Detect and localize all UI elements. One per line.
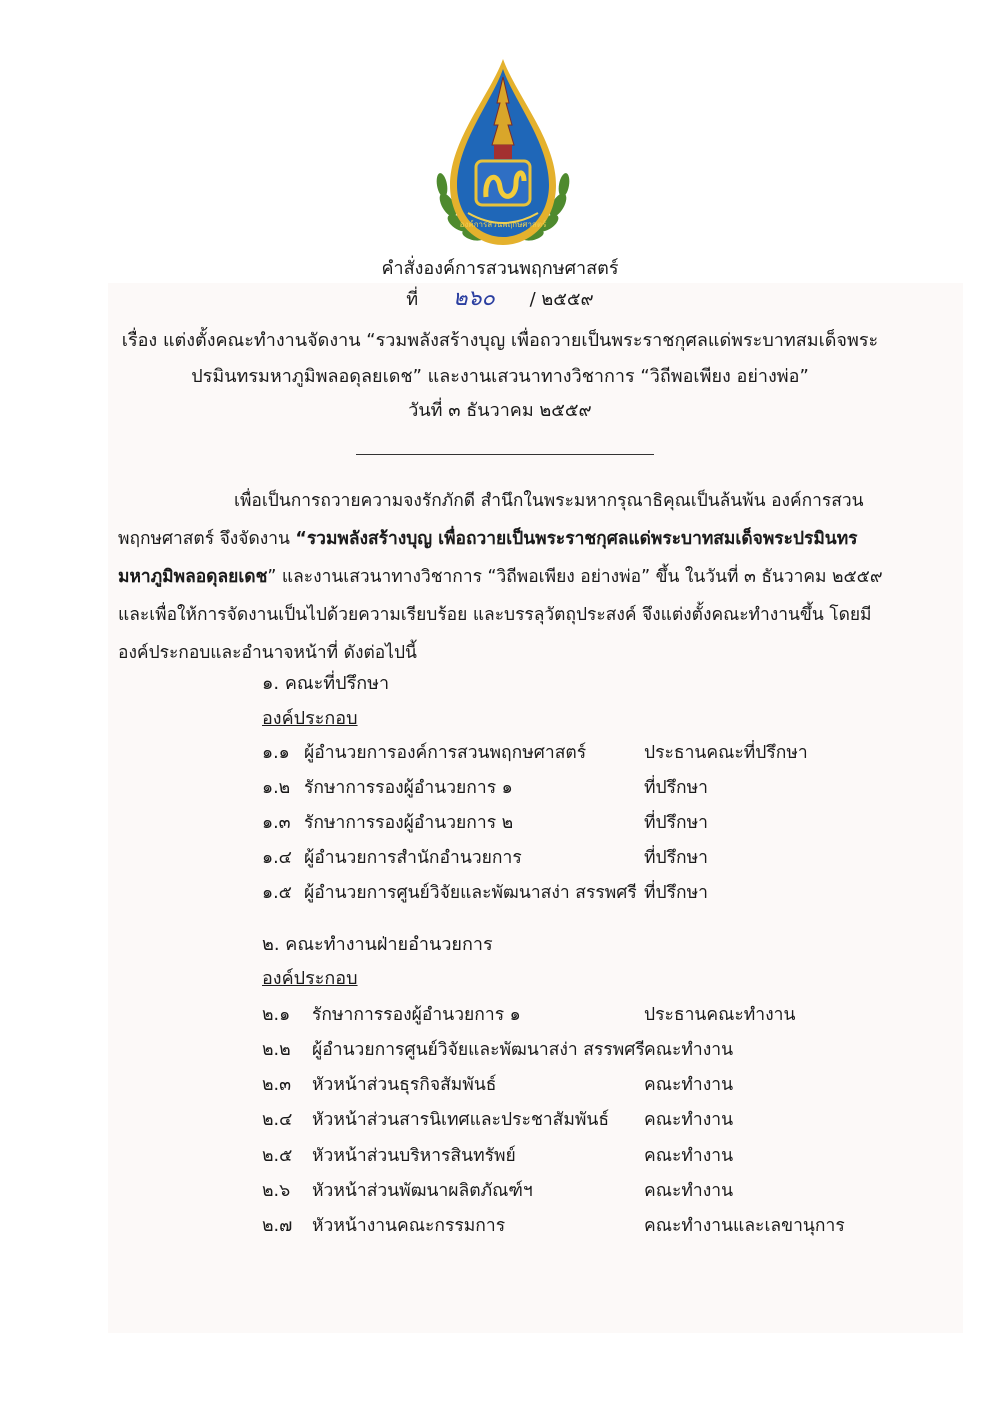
member-name: รักษาการรองผู้อำนวยการ ๒ <box>304 813 514 833</box>
member-row <box>262 1213 882 1239</box>
section-2-sub: องค์ประกอบ <box>262 968 358 989</box>
order-number-label: ที่ <box>406 289 419 310</box>
member-role: ที่ปรึกษา <box>644 778 709 798</box>
body-text: ” และงานเสวนาทางวิชาการ “วิถีพอเพียง อย่างพ่อ” ขึ้น ในวันที่ ๓ ธันวาคม ๒๕๕๙ <box>267 567 883 587</box>
section-1-sub: องค์ประกอบ <box>262 708 358 729</box>
body-text: พฤกษศาสตร์ จึงจัดงาน <box>118 529 296 549</box>
subject-line-2: ปรมินทรมหาภูมิพลอดุลยเดช” และงานเสวนาทางวิชาการ “วิถีพอเพียง อย่างพ่อ” <box>191 366 809 387</box>
body-line: และเพื่อให้การจัดงานเป็นไปด้วยความเรียบร้อย และบรรลุวัตถุประสงค์ จึงแต่งตั้งคณะทำงานขึ้น โดยมี <box>118 605 872 625</box>
event-name-bold: “รวมพลังสร้างบุญ เพื่อถวายเป็นพระราชกุศลแด่พระบาทสมเด็จพระปรมินทร <box>295 529 858 549</box>
member-no: ๒.๗ <box>262 1216 293 1236</box>
member-role: ที่ปรึกษา <box>644 813 709 833</box>
body-paragraph <box>118 482 890 672</box>
member-no: ๒.๒ <box>262 1040 291 1060</box>
body-line: เพื่อเป็นการถวายความจงรักภักดี สำนึกในพระมหากรุณาธิคุณเป็นล้นพ้น องค์การสวน <box>234 491 864 511</box>
member-row <box>262 845 882 871</box>
member-no: ๑.๔ <box>262 848 292 868</box>
order-number-value: ๒๖๐ <box>452 286 495 311</box>
body-line <box>118 558 890 596</box>
order-number-year: / ๒๕๕๙ <box>529 289 594 310</box>
member-no: ๑.๓ <box>262 813 291 833</box>
order-date: วันที่ ๓ ธันวาคม ๒๕๕๙ <box>408 400 592 421</box>
member-name: รักษาการรองผู้อำนวยการ ๑ <box>304 778 513 798</box>
order-number <box>0 286 1000 313</box>
member-row <box>262 740 882 766</box>
member-role: ที่ปรึกษา <box>644 848 709 868</box>
section-2-title: ๒. คณะทำงานฝ่ายอำนวยการ <box>262 934 493 955</box>
member-row <box>262 1107 882 1133</box>
member-name: ผู้อำนวยการศูนย์วิจัยและพัฒนาสง่า สรรพศรี <box>312 1040 645 1060</box>
divider <box>356 454 654 455</box>
order-title: คำสั่งองค์การสวนพฤกษศาสตร์ <box>381 258 619 279</box>
member-role: คณะทำงาน <box>644 1181 734 1201</box>
institution-emblem-icon <box>428 55 578 255</box>
body-line: องค์ประกอบและอำนาจหน้าที่ ดังต่อไปนี้ <box>118 643 417 663</box>
member-row <box>262 810 882 836</box>
scan-background <box>108 283 963 1333</box>
body-line <box>118 520 890 558</box>
member-row <box>262 1037 882 1063</box>
member-no: ๑.๒ <box>262 778 291 798</box>
member-no: ๒.๔ <box>262 1110 293 1130</box>
member-row <box>262 1143 882 1169</box>
member-row <box>262 1072 882 1098</box>
member-name: หัวหน้าส่วนพัฒนาผลิตภัณฑ์ฯ <box>312 1181 533 1201</box>
member-no: ๒.๖ <box>262 1181 291 1201</box>
member-row <box>262 1178 882 1204</box>
member-row <box>262 1002 882 1028</box>
member-role: ประธานคณะทำงาน <box>644 1005 796 1025</box>
member-row <box>262 880 882 906</box>
event-name-bold: มหาภูมิพลอดุลยเดช <box>118 567 268 587</box>
member-role: ประธานคณะที่ปรึกษา <box>644 743 808 763</box>
member-no: ๒.๓ <box>262 1075 292 1095</box>
member-name: หัวหน้าส่วนบริหารสินทรัพย์ <box>312 1146 516 1166</box>
member-no: ๒.๑ <box>262 1005 291 1025</box>
member-no: ๑.๑ <box>262 743 290 763</box>
member-name: ผู้อำนวยการศูนย์วิจัยและพัฒนาสง่า สรรพศรี <box>304 883 637 903</box>
member-no: ๑.๕ <box>262 883 292 903</box>
member-name: หัวหน้าส่วนธุรกิจสัมพันธ์ <box>312 1075 497 1095</box>
member-name: ผู้อำนวยการองค์การสวนพฤกษศาสตร์ <box>304 743 587 763</box>
member-role: คณะทำงาน <box>644 1040 734 1060</box>
member-role: คณะทำงาน <box>644 1110 734 1130</box>
member-name: หัวหน้าส่วนสารนิเทศและประชาสัมพันธ์ <box>312 1110 610 1130</box>
logo-ring-text: องค์การสวนพฤกษศาสตร์ <box>459 220 547 229</box>
member-name: หัวหน้างานคณะกรรมการ <box>312 1216 506 1236</box>
member-row <box>262 775 882 801</box>
member-role: คณะทำงาน <box>644 1075 734 1095</box>
section-1-title: ๑. คณะที่ปรึกษา <box>262 673 390 694</box>
member-name: ผู้อำนวยการสำนักอำนวยการ <box>304 848 522 868</box>
subject-line-1: เรื่อง แต่งตั้งคณะทำงานจัดงาน “รวมพลังสร้างบุญ เพื่อถวายเป็นพระราชกุศลแด่พระบาทสมเด็จพระ <box>121 330 879 351</box>
member-role: คณะทำงานและเลขานุการ <box>644 1216 845 1236</box>
member-role: คณะทำงาน <box>644 1146 734 1166</box>
member-no: ๒.๕ <box>262 1146 293 1166</box>
member-role: ที่ปรึกษา <box>644 883 709 903</box>
member-name: รักษาการรองผู้อำนวยการ ๑ <box>312 1005 521 1025</box>
